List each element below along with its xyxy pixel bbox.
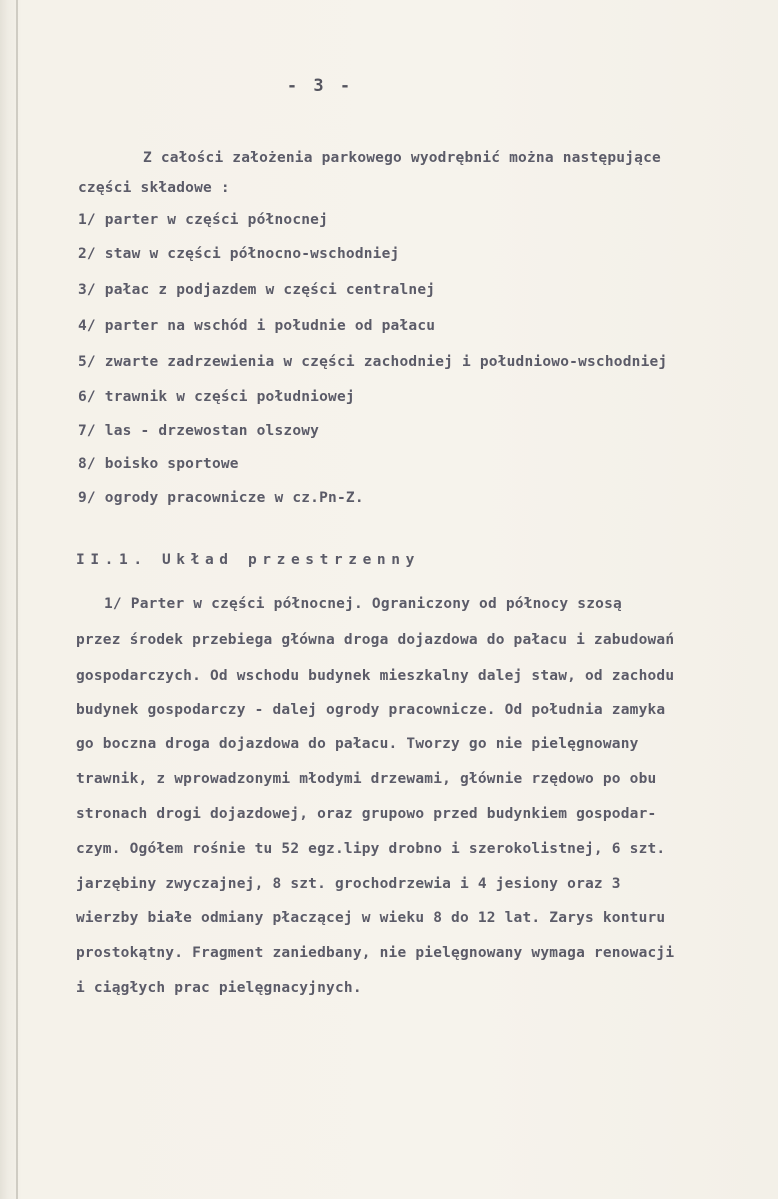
page-left-edge [16,0,18,1199]
list-item: 8/ boisko sportowe [78,456,239,472]
list-item: 5/ zwarte zadrzewienia w części zachodniej i południowo-wschodniej [78,354,668,370]
list-item: 9/ ogrody pracownicze w cz.Pn-Z. [78,490,364,506]
intro-line: części składowe : [78,180,230,196]
paragraph-line: prostokątny. Fragment zaniedbany, nie pielęgnowany wymaga renowacji [76,945,675,961]
list-item: 1/ parter w części północnej [78,212,329,228]
list-item: 6/ trawnik w części południowej [78,389,355,405]
paragraph-line: stronach drogi dojazdowej, oraz grupowo przed budynkiem gospodar- [76,806,657,822]
paragraph-line: go boczna droga dojazdowa do pałacu. Tworzy go nie pielęgnowany [76,736,639,752]
paragraph-line: budynek gospodarczy - dalej ogrody pracownicze. Od południa zamyka [76,702,666,718]
paragraph-line: gospodarczych. Od wschodu budynek mieszkalny dalej staw, od zachodu [76,668,675,684]
paragraph-line: przez środek przebiega główna droga dojazdowa do pałacu i zabudowań [76,632,675,648]
list-item: 3/ pałac z podjazdem w części centralnej [78,282,436,298]
section-heading: II.1. Układ przestrzenny [76,552,420,568]
paragraph-line: czym. Ogółem rośnie tu 52 egz.lipy drobno i szerokolistnej, 6 szt. [76,841,666,857]
list-item: 2/ staw w części północno-wschodniej [78,246,400,262]
paragraph-line: i ciągłych prac pielęgnacyjnych. [76,980,362,996]
paragraph-line: jarzębiny zwyczajnej, 8 szt. grochodrzewia i 4 jesiony oraz 3 [76,876,621,892]
intro-line: Z całości założenia parkowego wyodrębnić można następujące [143,150,661,166]
page-number: - 3 - [286,76,354,96]
paragraph-line: 1/ Parter w części północnej. Ograniczony od północy szosą [104,596,622,612]
paragraph-line: trawnik, z wprowadzonymi młodymi drzewami, głównie rzędowo po obu [76,771,657,787]
paragraph-line: wierzby białe odmiany płaczącej w wieku 8 do 12 lat. Zarys konturu [76,910,666,926]
list-item: 4/ parter na wschód i południe od pałacu [78,318,436,334]
list-item: 7/ las - drzewostan olszowy [78,423,320,439]
